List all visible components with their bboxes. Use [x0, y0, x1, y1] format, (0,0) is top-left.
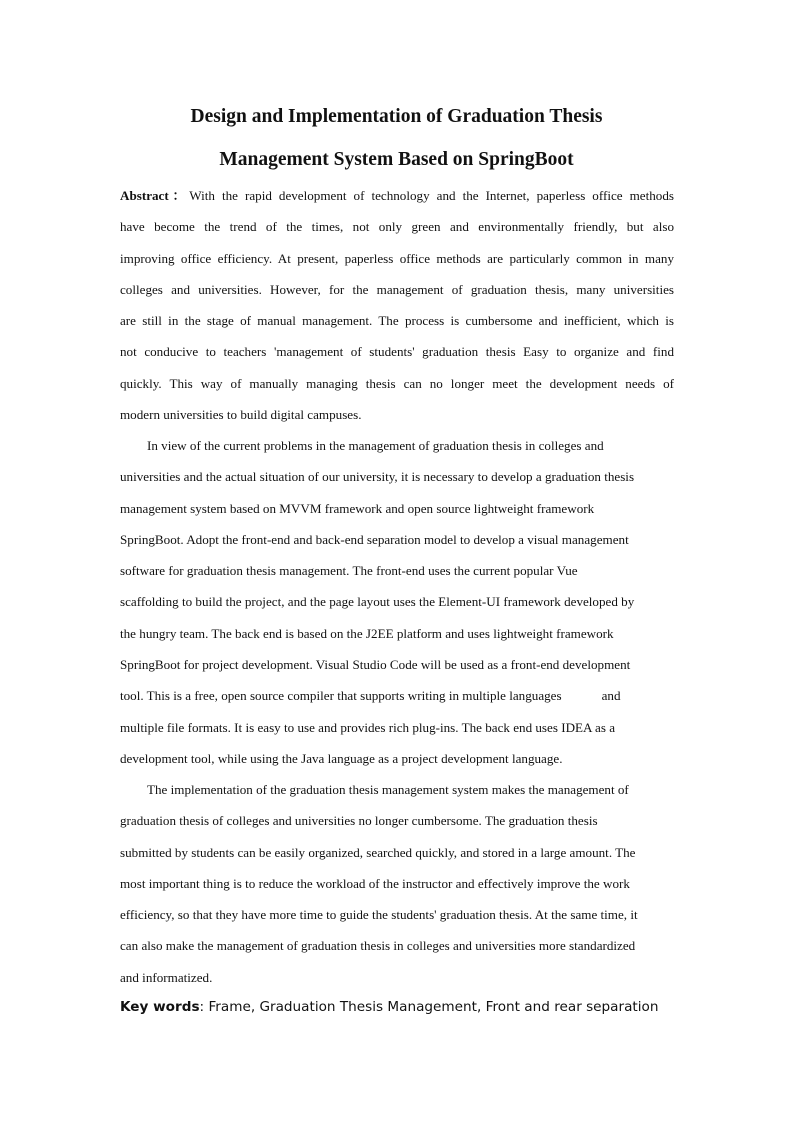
keyword-separator: , — [476, 999, 486, 1015]
abstract-paragraph — [120, 180, 674, 430]
page-title-line-2: Management System Based on SpringBoot — [219, 149, 574, 170]
paragraph-line: the hungry team. The back end is based on the J2EE platform and uses lightweight framework — [120, 625, 614, 641]
paragraph-line: SpringBoot. Adopt the front-end and back-end separation model to develop a visual management — [120, 531, 629, 547]
abstract-first-line — [120, 180, 674, 211]
abstract-line: modern universities to build digital campuses. — [120, 407, 362, 423]
abstract-line: not conducive to teachers 'management of students' graduation thesis Easy to organize and find — [120, 344, 674, 360]
paragraph-line-part: tool. This is a free, open source compiler that supports writing in multiple languages — [120, 688, 562, 704]
abstract-label: Abstract： — [120, 188, 190, 203]
paragraph-line: management system based on MVVM framework and open source lightweight framework — [120, 500, 595, 516]
paragraph-line: most important thing is to reduce the workload of the instructor and effectively improve the work — [120, 875, 630, 891]
paragraph-line: graduation thesis of colleges and universities no longer cumbersome. The graduation thesis — [120, 813, 598, 829]
paragraph-line: The implementation of the graduation thesis management system makes the management of — [147, 782, 629, 797]
paragraph-line-part: and — [601, 688, 621, 704]
paragraph-line: submitted by students can be easily organized, searched quickly, and stored in a large amount. The — [120, 844, 636, 860]
keywords-line — [120, 995, 680, 1019]
paragraph-line: multiple file formats. It is easy to use and provides rich plug-ins. The back end uses IDEA as a — [120, 719, 616, 735]
paragraph-line: development tool, while using the Java language as a project development language. — [120, 750, 563, 766]
abstract-line: colleges and universities. However, for the management of graduation thesis, many universities — [120, 281, 674, 297]
abstract-line: have become the trend of the times, not only green and environmentally friendly, but also — [120, 219, 674, 235]
keyword-item: Frame, Graduation Thesis Management — [208, 999, 477, 1015]
paragraph-line: In view of the current problems in the management of graduation thesis in colleges and — [147, 438, 604, 453]
keywords-label: Key words — [120, 999, 200, 1015]
paragraph-line: efficiency, so that they have more time to guide the students' graduation thesis. At the same time, it — [120, 907, 638, 923]
abstract-line: With the rapid development of technology and the Internet, paperless office methods — [189, 188, 674, 203]
paragraph-line: universities and the actual situation of our university, it is necessary to develop a graduation thesis — [120, 469, 635, 485]
paragraph-line: SpringBoot for project development. Visual Studio Code will be used as a front-end development — [120, 657, 631, 673]
body-paragraph-3 — [120, 774, 674, 993]
paragraph-line: scaffolding to build the project, and the page layout uses the Element-UI framework developed by — [120, 594, 635, 610]
abstract-line: quickly. This way of manually managing thesis can no longer meet the development needs of — [120, 375, 674, 391]
paragraph-line: can also make the management of graduation thesis in colleges and universities more standardized — [120, 938, 636, 954]
paragraph-line: software for graduation thesis management. The front-end uses the current popular Vue — [120, 563, 578, 579]
body-paragraph-2 — [120, 430, 674, 774]
abstract-line: improving office efficiency. At present, paperless office methods are particularly common in many — [120, 250, 674, 266]
page-title-line-1: Design and Implementation of Graduation Thesis — [190, 106, 603, 127]
abstract-line: are still in the stage of manual management. The process is cumbersome and inefficient, which is — [120, 313, 674, 329]
keyword-item: Front and rear separation — [485, 999, 659, 1015]
paragraph-line: and informatized. — [120, 969, 213, 985]
paragraph-line — [120, 680, 674, 711]
keywords-separator: : — [199, 999, 205, 1015]
